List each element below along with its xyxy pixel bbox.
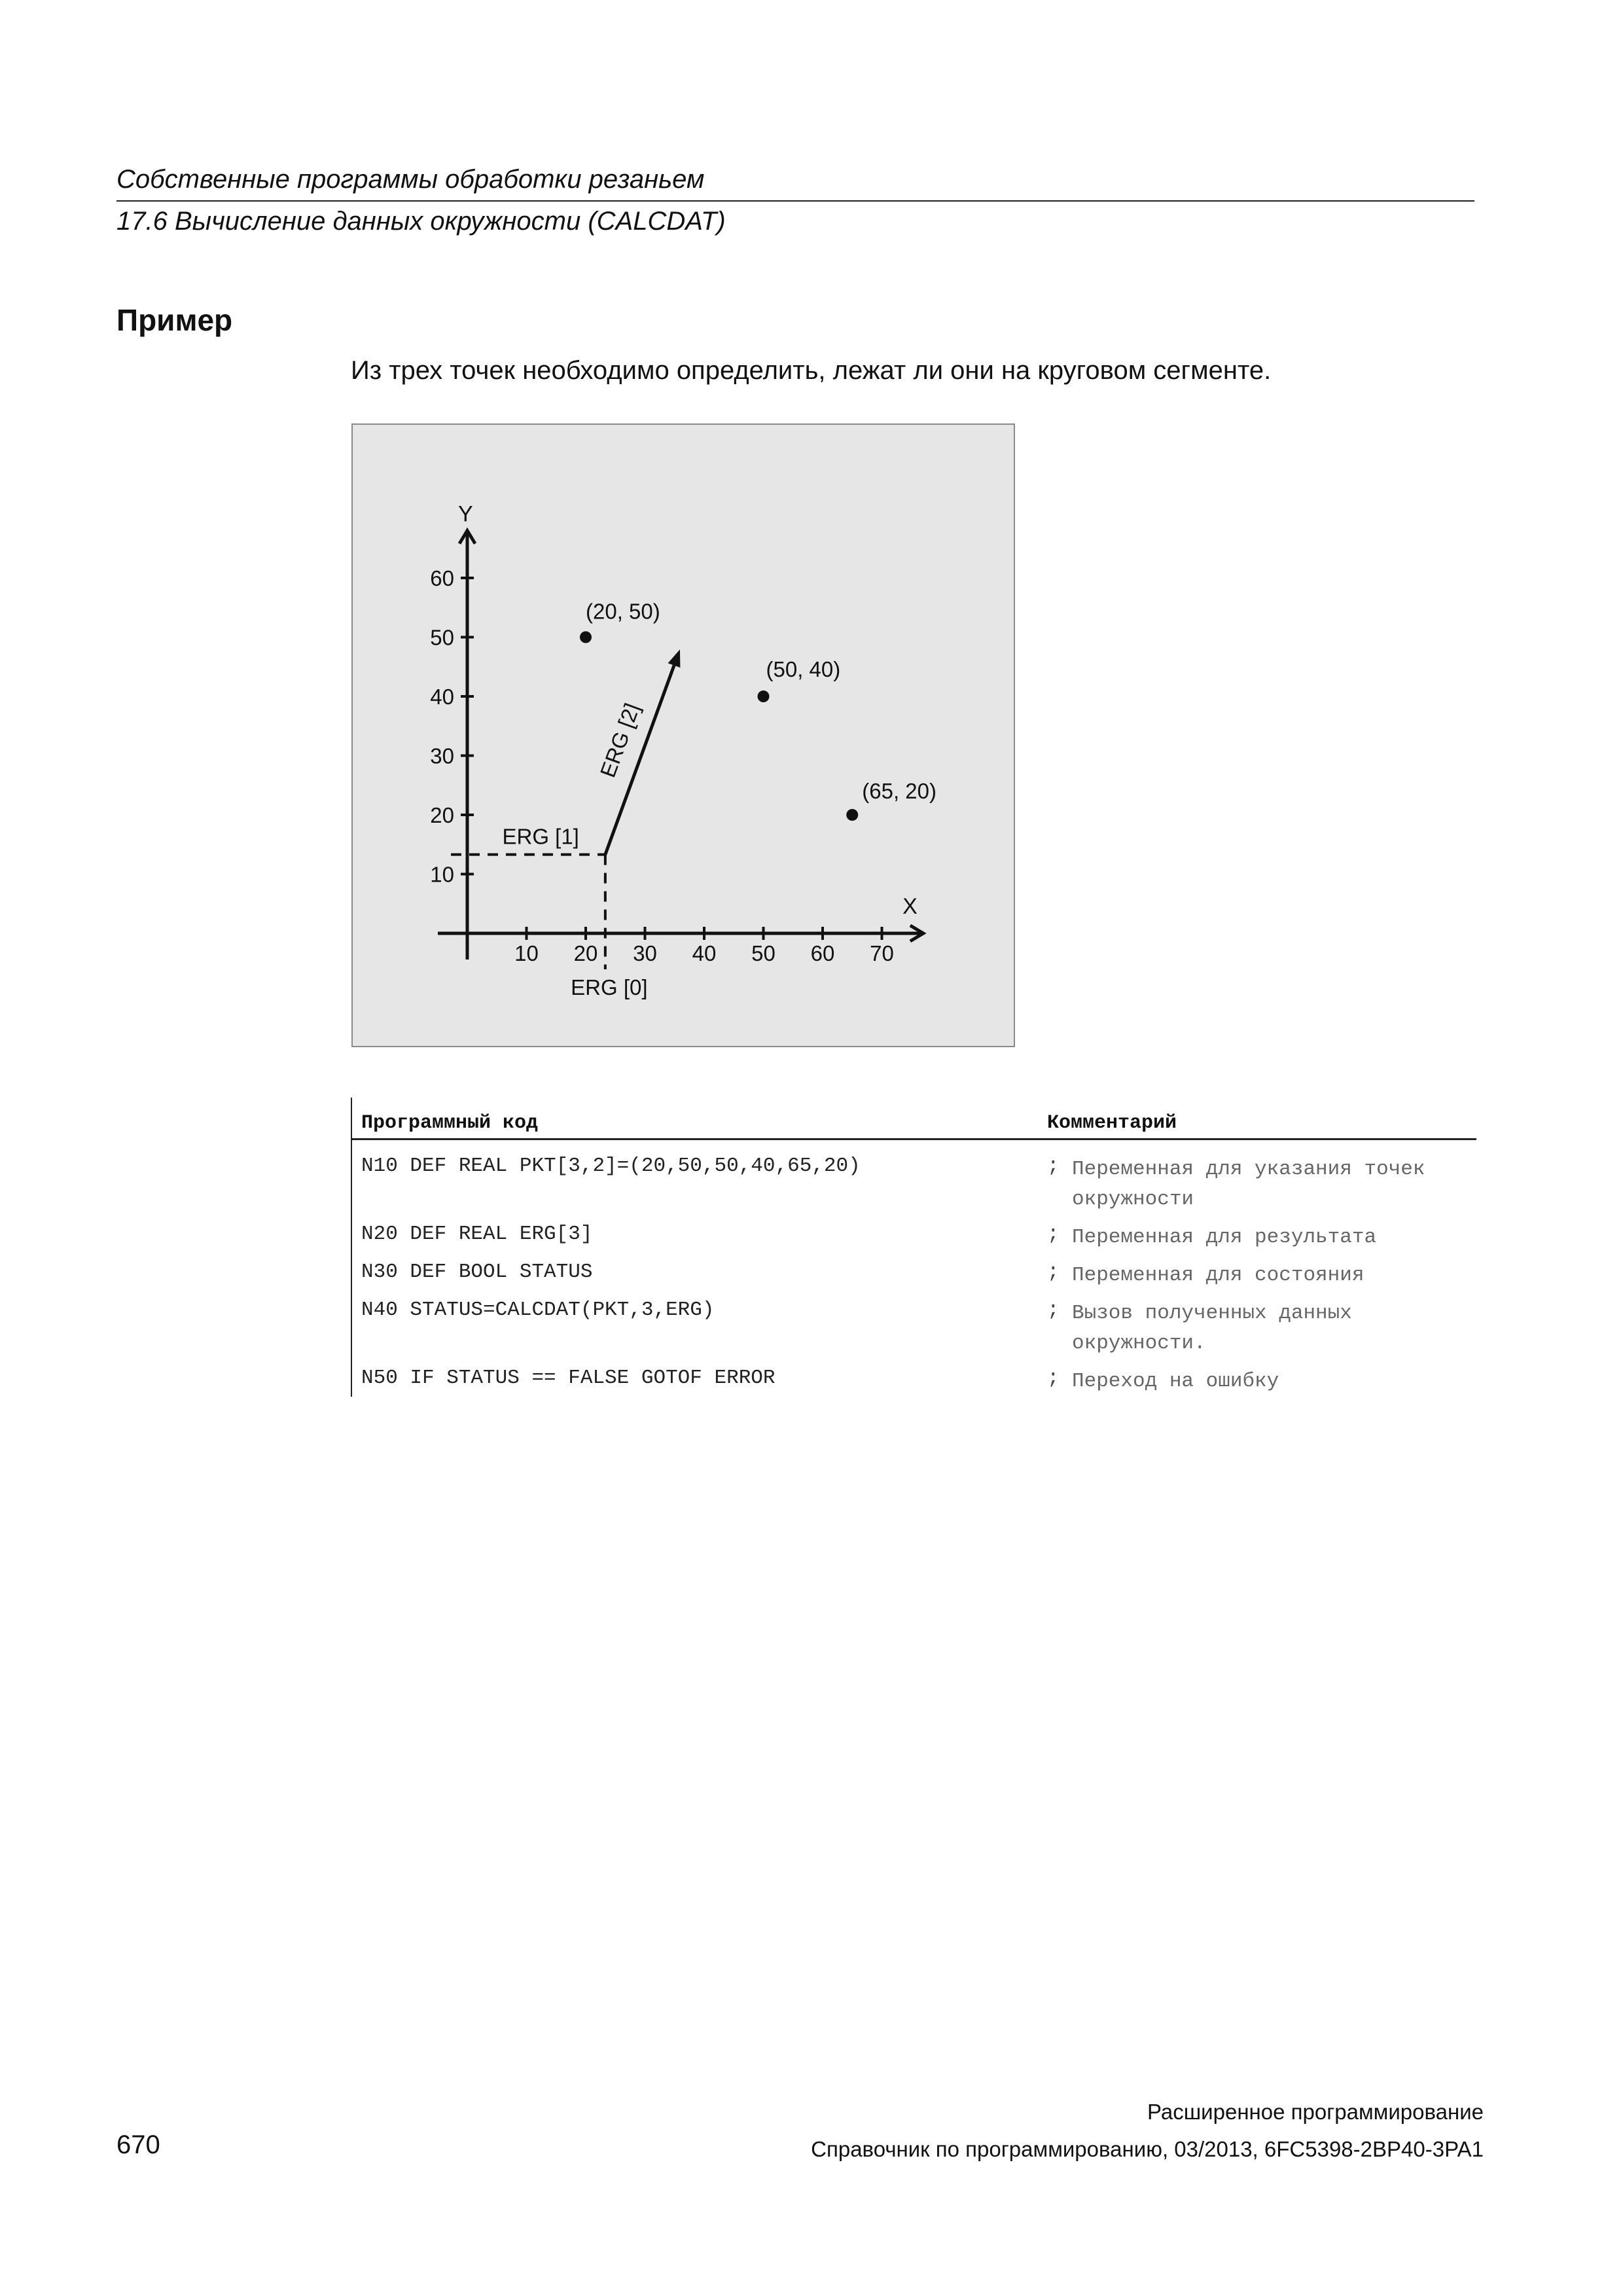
table-row [352,1155,1476,1223]
code-comment: Переменная для указания точек окружности [1072,1158,1425,1211]
erg2-arrowhead [668,649,681,668]
chapter-header: Собственные программы обработки резаньем [116,165,705,194]
circle-diagram [353,425,1014,1046]
code-comment: Вызов полученных данных окружности. [1072,1302,1352,1355]
table-row [352,1223,1476,1261]
y-tick-label: 30 [430,744,454,768]
header-rule [116,200,1474,202]
x-tick-label: 50 [751,941,776,965]
x-tick-label: 70 [870,941,894,965]
code-table [351,1098,1476,1397]
code-column-header: Программный код [361,1112,539,1134]
code-line: N20 DEF REAL ERG[3] [361,1223,593,1246]
erg1-label: ERG [1] [502,824,579,849]
data-point [758,691,770,702]
y-tick-label: 10 [430,862,454,887]
table-row [352,1367,1476,1397]
code-comment: Переменная для результата [1072,1226,1377,1249]
example-title: Пример [116,303,233,337]
code-line: N30 DEF BOOL STATUS [361,1261,593,1283]
code-comment: Переход на ошибку [1072,1370,1279,1393]
x-tick-label: 10 [514,941,539,965]
comment-column-header: Комментарий [1047,1112,1177,1134]
data-point [580,632,592,643]
erg2-label: ERG [2] [595,700,645,781]
erg0-label: ERG [0] [571,975,648,999]
comment-marker: ; [1047,1299,1060,1321]
code-line: N10 DEF REAL PKT[3,2]=(20,50,50,40,65,20) [361,1155,861,1177]
table-row [352,1299,1476,1367]
y-tick-label: 60 [430,566,454,590]
data-point [846,809,858,821]
y-tick-label: 50 [430,625,454,650]
comment-marker: ; [1047,1155,1060,1177]
code-table-header [352,1098,1476,1140]
x-tick-label: 40 [692,941,717,965]
point-label: (20, 50) [586,599,660,624]
section-header: 17.6 Вычисление данных окружности (CALCDAT) [116,207,726,236]
circle-figure [351,423,1015,1047]
comment-marker: ; [1047,1261,1060,1283]
point-label: (65, 20) [862,779,936,803]
y-axis-label: Y [458,501,473,527]
point-label: (50, 40) [766,657,841,681]
code-line: N50 IF STATUS == FALSE GOTOF ERROR [361,1367,776,1390]
table-row [352,1261,1476,1299]
example-intro: Из трех точек необходимо определить, лежат ли они на круговом сегменте. [351,356,1272,385]
page-number: 670 [116,2130,160,2159]
comment-marker: ; [1047,1367,1060,1390]
code-comment: Переменная для состояния [1072,1264,1364,1287]
code-line: N40 STATUS=CALCDAT(PKT,3,ERG) [361,1299,715,1321]
x-tick-label: 20 [573,941,598,965]
y-tick-label: 40 [430,685,454,709]
x-axis-label: X [902,894,918,919]
y-tick-label: 20 [430,803,454,827]
footer-reference: Справочник по программированию, 03/2013, 6FC5398-2BP40-3PA1 [811,2137,1484,2161]
x-tick-label: 60 [810,941,835,965]
x-tick-label: 30 [633,941,657,965]
comment-marker: ; [1047,1223,1060,1246]
footer-book-title: Расширенное программирование [1147,2100,1484,2124]
